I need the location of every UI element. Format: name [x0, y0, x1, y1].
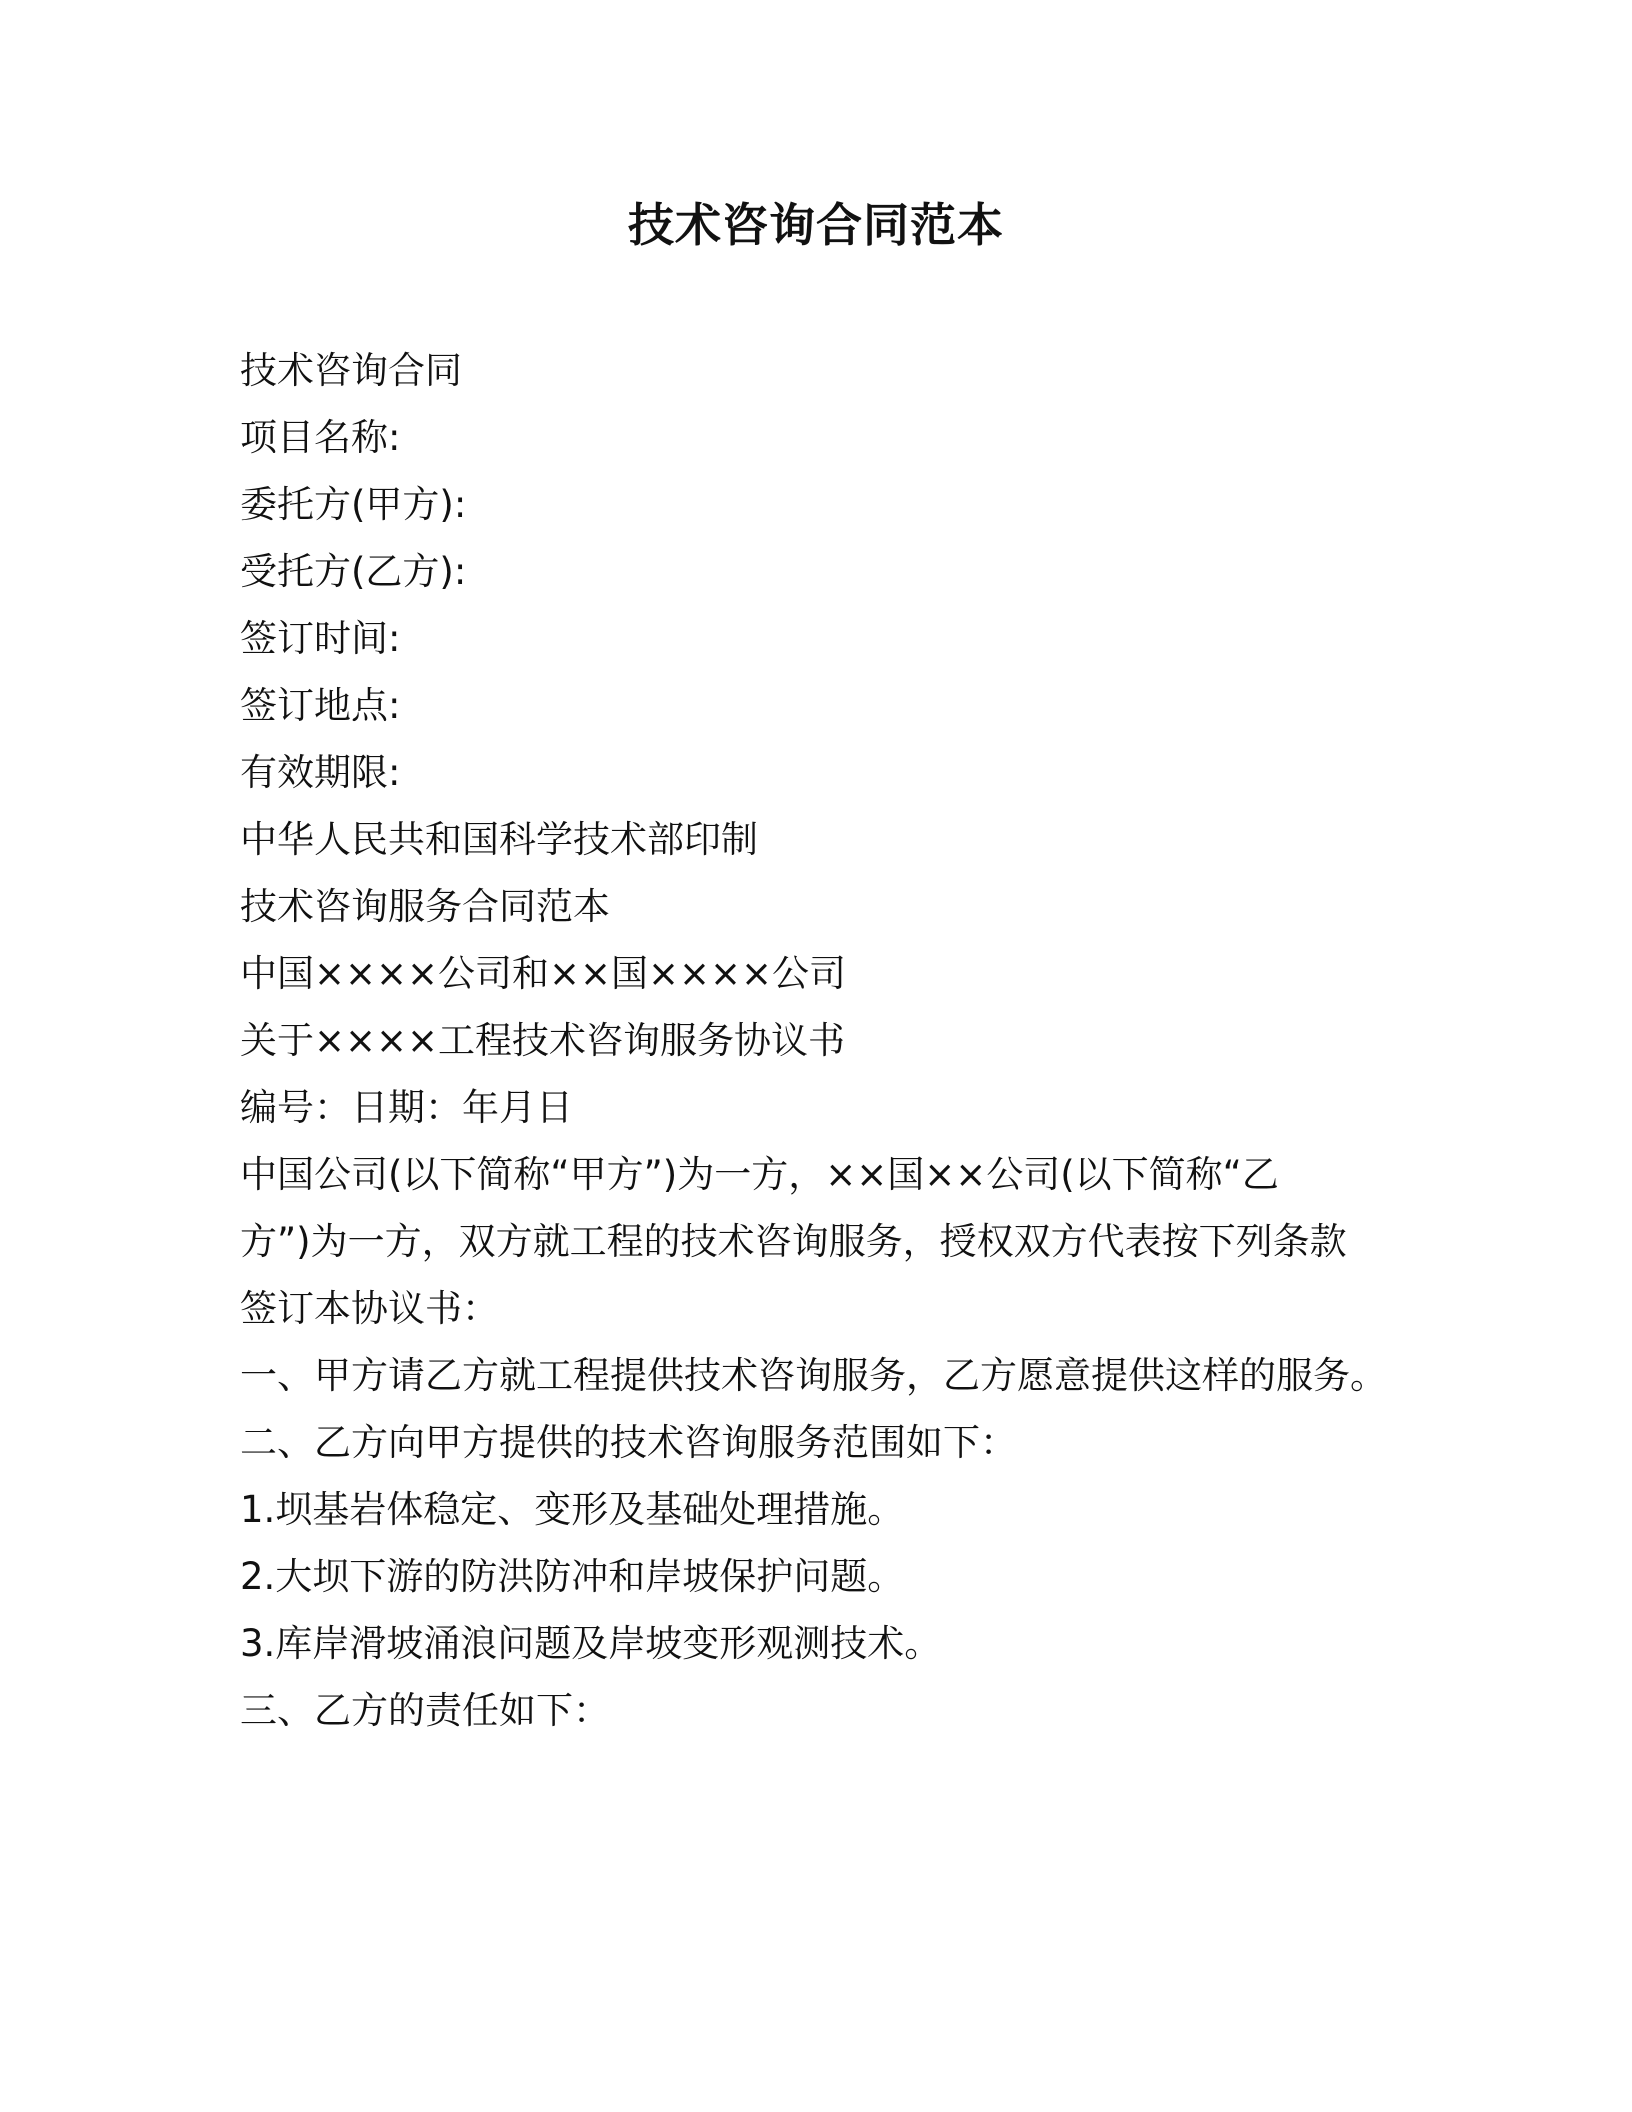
validity-period-field: 有效期限:: [240, 751, 401, 794]
agreement-title-line: 关于××××工程技术咨询服务协议书: [240, 1019, 846, 1062]
document-title: 技术咨询合同范本: [628, 198, 1004, 252]
signing-place-field: 签订地点:: [240, 684, 401, 727]
preamble-line-1: 中国公司(以下简称“甲方”)为一方，××国××公司(以下简称“乙: [240, 1153, 1279, 1196]
parties-line: 中国××××公司和××国××××公司: [240, 952, 847, 995]
contractor-party-field: 受托方(乙方):: [240, 550, 467, 593]
client-party-field: 委托方(甲方):: [240, 483, 467, 526]
project-name-field: 项目名称:: [240, 416, 401, 459]
clause-one: 一、甲方请乙方就工程提供技术咨询服务，乙方愿意提供这样的服务。: [240, 1354, 1387, 1397]
number-date-line: 编号：日期：年月日: [240, 1086, 573, 1129]
preamble-line-3: 签订本协议书：: [240, 1287, 499, 1330]
contract-heading: 技术咨询合同: [240, 349, 462, 392]
preamble-line-2: 方”)为一方，双方就工程的技术咨询服务，授权双方代表按下列条款: [240, 1220, 1347, 1263]
clause-three: 三、乙方的责任如下：: [240, 1689, 610, 1732]
scope-item-3: 3.库岸滑坡涌浪问题及岸坡变形观测技术。: [240, 1622, 942, 1665]
scope-item-1: 1.坝基岩体稳定、变形及基础处理措施。: [240, 1488, 905, 1531]
clause-two: 二、乙方向甲方提供的技术咨询服务范围如下：: [240, 1421, 1017, 1464]
document-body: [240, 337, 1400, 1744]
issuer-line: 中华人民共和国科学技术部印制: [240, 818, 758, 861]
scope-item-2: 2.大坝下游的防洪防冲和岸坡保护问题。: [240, 1555, 905, 1598]
service-contract-heading: 技术咨询服务合同范本: [240, 885, 610, 928]
signing-date-field: 签订时间:: [240, 617, 401, 660]
